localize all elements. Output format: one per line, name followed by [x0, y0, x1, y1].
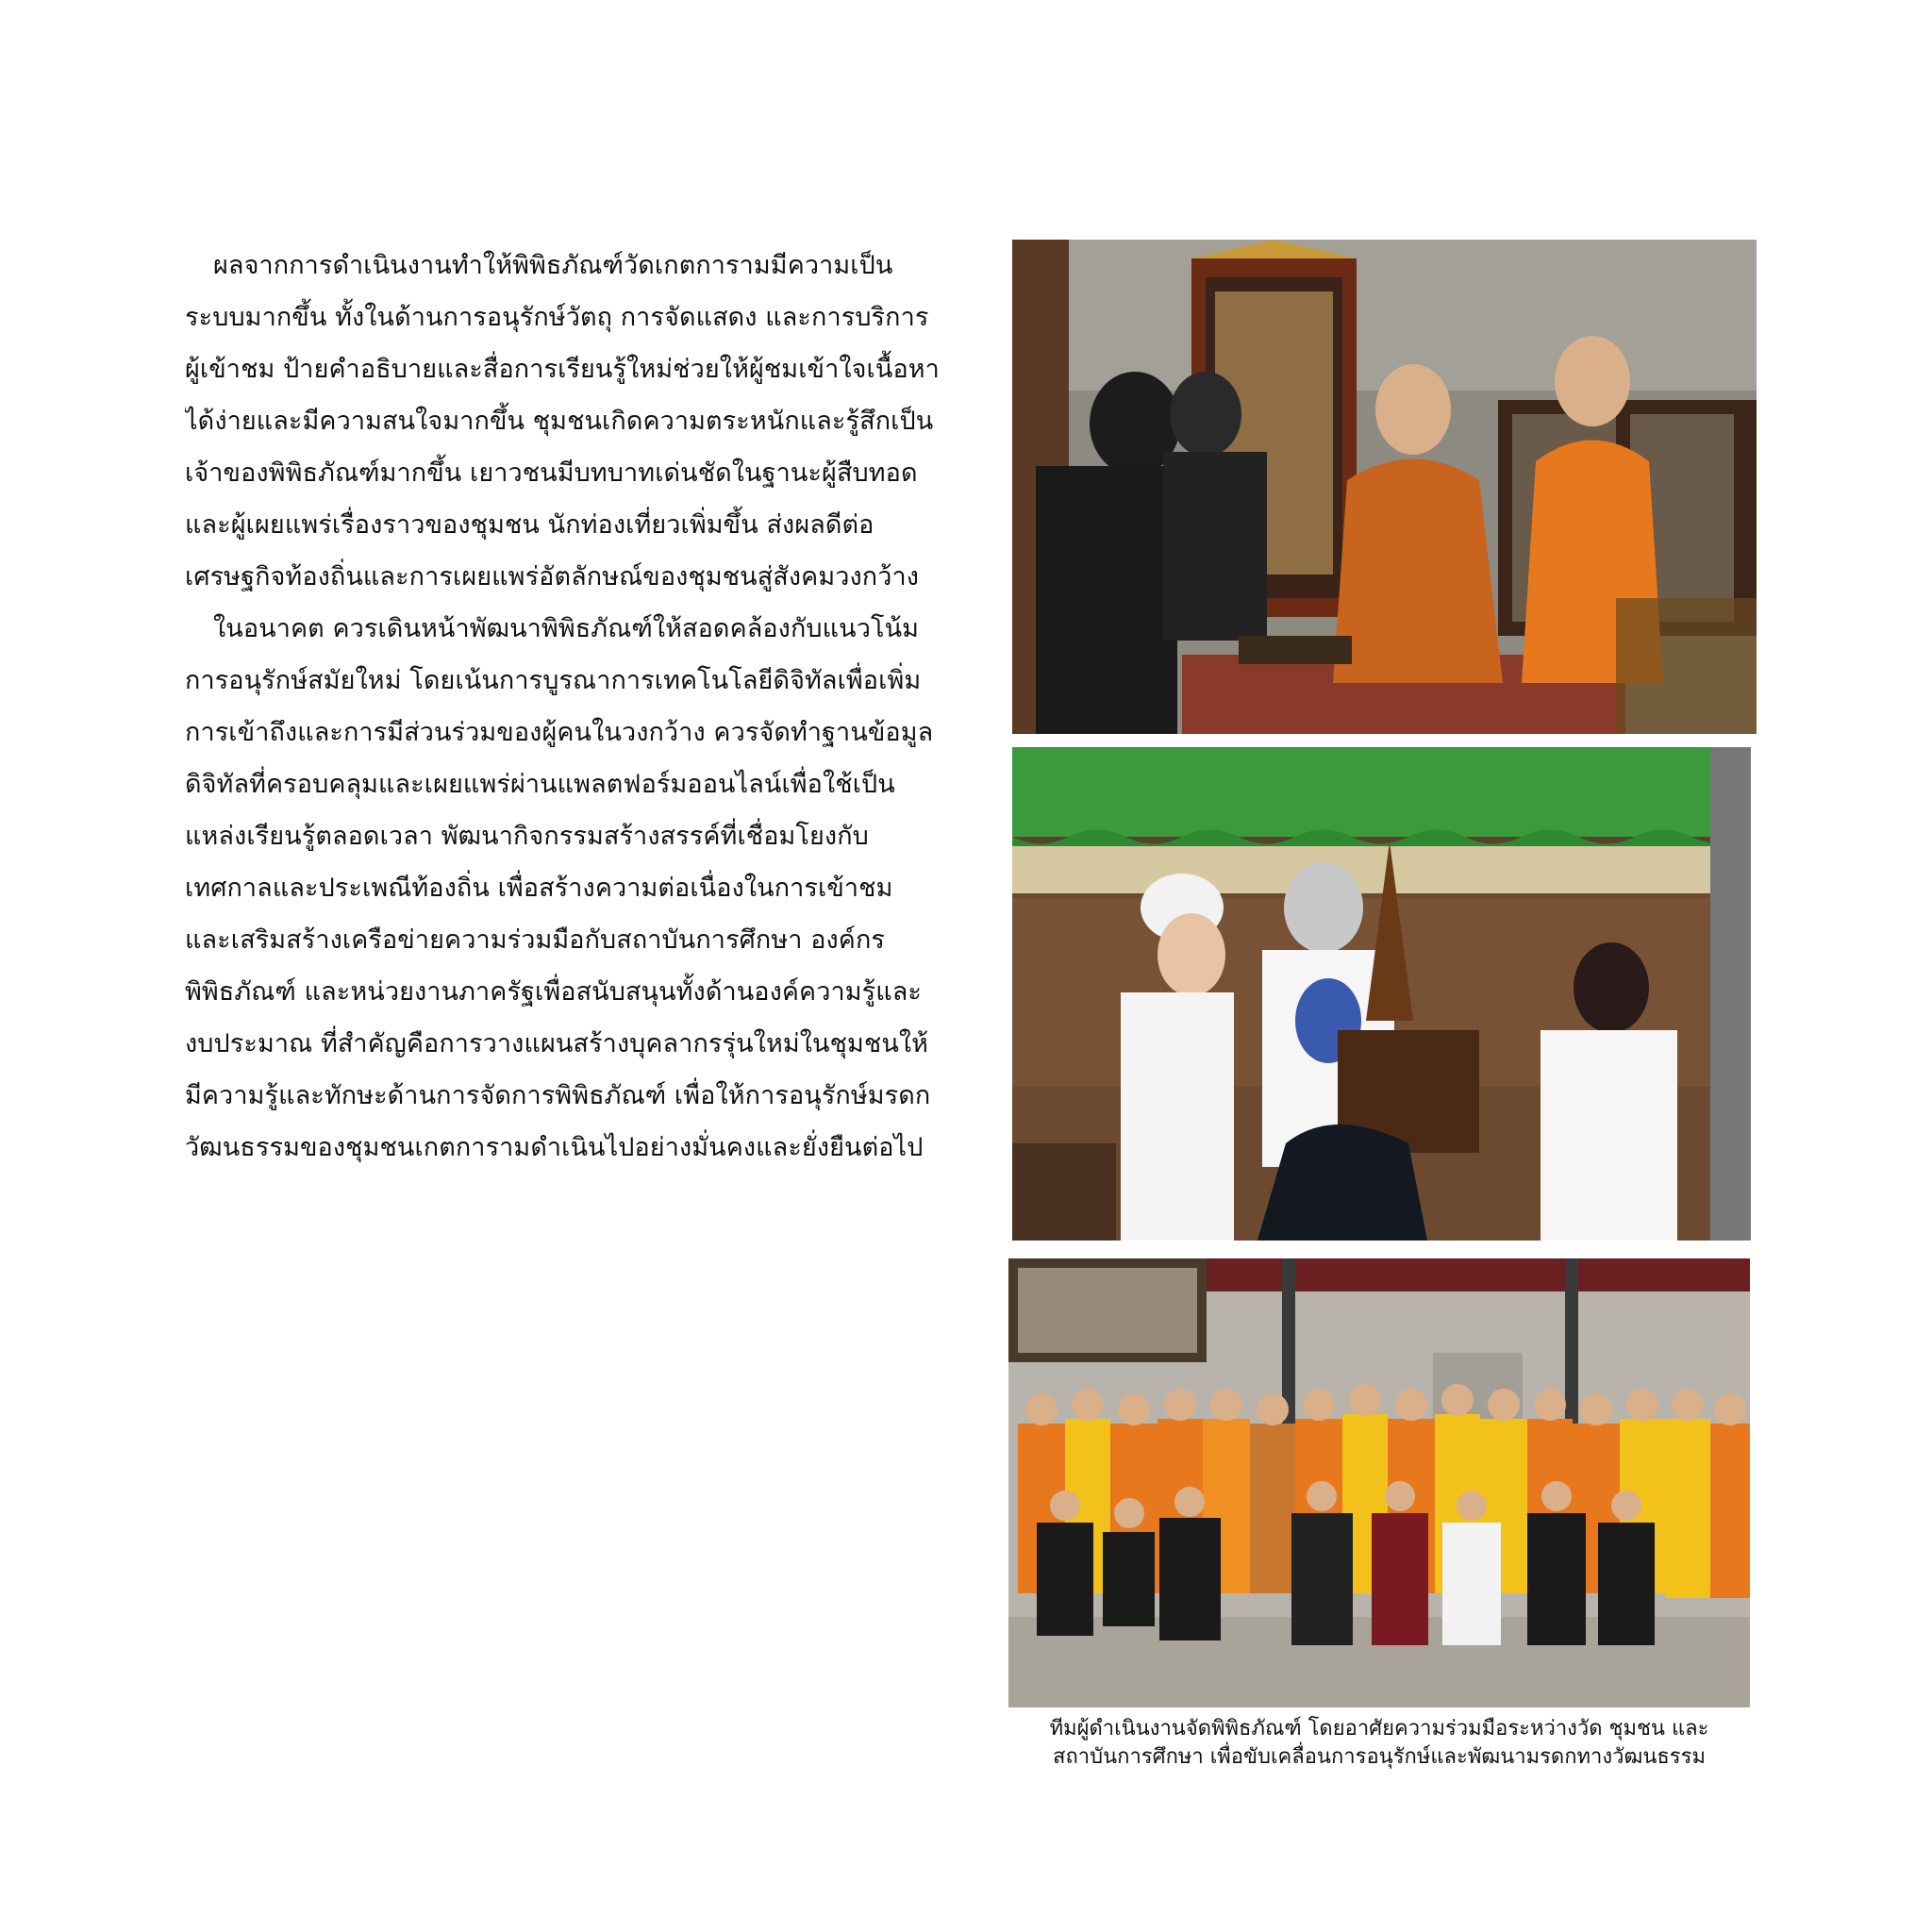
text-line: แหล่งเรียนรู้ตลอดเวลา พัฒนากิจกรรมสร้างสรรค์ที่เชื่อมโยงกับ — [185, 822, 869, 851]
text-line: ผลจากการดำเนินงานทำให้พิพิธภัณฑ์วัดเกตการามมีความเป็น — [213, 251, 893, 280]
text-line: วัฒนธรรมของชุมชนเกตการามดำเนินไปอย่างมั่นคงและยั่งยืนต่อไป — [185, 1133, 924, 1162]
photo-monks-examining-manuscripts — [1012, 240, 1757, 734]
text-line: และผู้เผยแพร่เรื่องราวของชุมชน นักท่องเที่ยวเพิ่มขึ้น ส่งผลดีต่อ — [185, 510, 874, 540]
photo-caption — [1008, 1715, 1750, 1772]
text-line: เศรษฐกิจท้องถิ่นและการเผยแพร่อัตลักษณ์ของชุมชนสู่สังคมวงกว้าง — [185, 562, 920, 591]
text-line: ในอนาคต ควรเดินหน้าพัฒนาพิพิธภัณฑ์ให้สอดคล้องกับแนวโน้ม — [213, 614, 920, 643]
text-line: เทศกาลและประเพณีท้องถิ่น เพื่อสร้างความต่อเนื่องในการเข้าชม — [185, 874, 893, 903]
text-line: เจ้าของพิพิธภัณฑ์มากขึ้น เยาวชนมีบทบาทเด่นชัดในฐานะผู้สืบทอด — [185, 458, 918, 488]
text-line: พิพิธภัณฑ์ และหน่วยงานภาครัฐเพื่อสนับสนุนทั้งด้านองค์ความรู้และ — [185, 977, 922, 1007]
text-line: และเสริมสร้างเครือข่ายความร่วมมือกับสถาบันการศึกษา องค์กร — [185, 925, 886, 955]
text-line: งบประมาณ ที่สำคัญคือการวางแผนสร้างบุคลากรรุ่นใหม่ในชุมชนให้ — [185, 1029, 929, 1058]
text-line: มีความรู้และทักษะด้านการจัดการพิพิธภัณฑ์ เพื่อให้การอนุรักษ์มรดก — [185, 1081, 931, 1110]
team-front-row — [1037, 1513, 1655, 1645]
caption-line-1: ทีมผู้ดำเนินงานจัดพิพิธภัณฑ์ โดยอาศัยความร่วมมือระหว่างวัด ชุมชน และ — [1049, 1717, 1709, 1740]
text-line: ดิจิทัลที่ครอบคลุมและเผยแพร่ผ่านแพลตฟอร์มออนไลน์เพื่อใช้เป็น — [185, 770, 895, 799]
text-line: ผู้เข้าชม ป้ายคำอธิบายและสื่อการเรียนรู้ใหม่ช่วยให้ผู้ชมเข้าใจเนื้อหา — [185, 355, 940, 384]
photo-group-monks-and-team — [1008, 1258, 1750, 1707]
text-line: การอนุรักษ์สมัยใหม่ โดยเน้นการบูรณาการเทคโนโลยีดิจิทัลเพื่อเพิ่ม — [185, 666, 922, 695]
paragraph-results — [185, 240, 951, 603]
text-line: การเข้าถึงและการมีส่วนร่วมของผู้คนในวงกว้าง ควรจัดทำฐานข้อมูล — [185, 718, 934, 747]
paragraph-future — [185, 603, 951, 1174]
text-line: ได้ง่ายและมีความสนใจมากขึ้น ชุมชนเกิดความตระหนักและรู้สึกเป็น — [185, 407, 934, 436]
caption-line-2: สถาบันการศึกษา เพื่อขับเคลื่อนการอนุรักษ์และพัฒนามรดกทางวัฒนธรรม — [1053, 1745, 1706, 1769]
article-body — [185, 240, 951, 1174]
photo-volunteers-under-tent — [1012, 747, 1751, 1241]
text-line: ระบบมากขึ้น ทั้งในด้านการอนุรักษ์วัตถุ การจัดแสดง และการบริการ — [185, 303, 929, 332]
